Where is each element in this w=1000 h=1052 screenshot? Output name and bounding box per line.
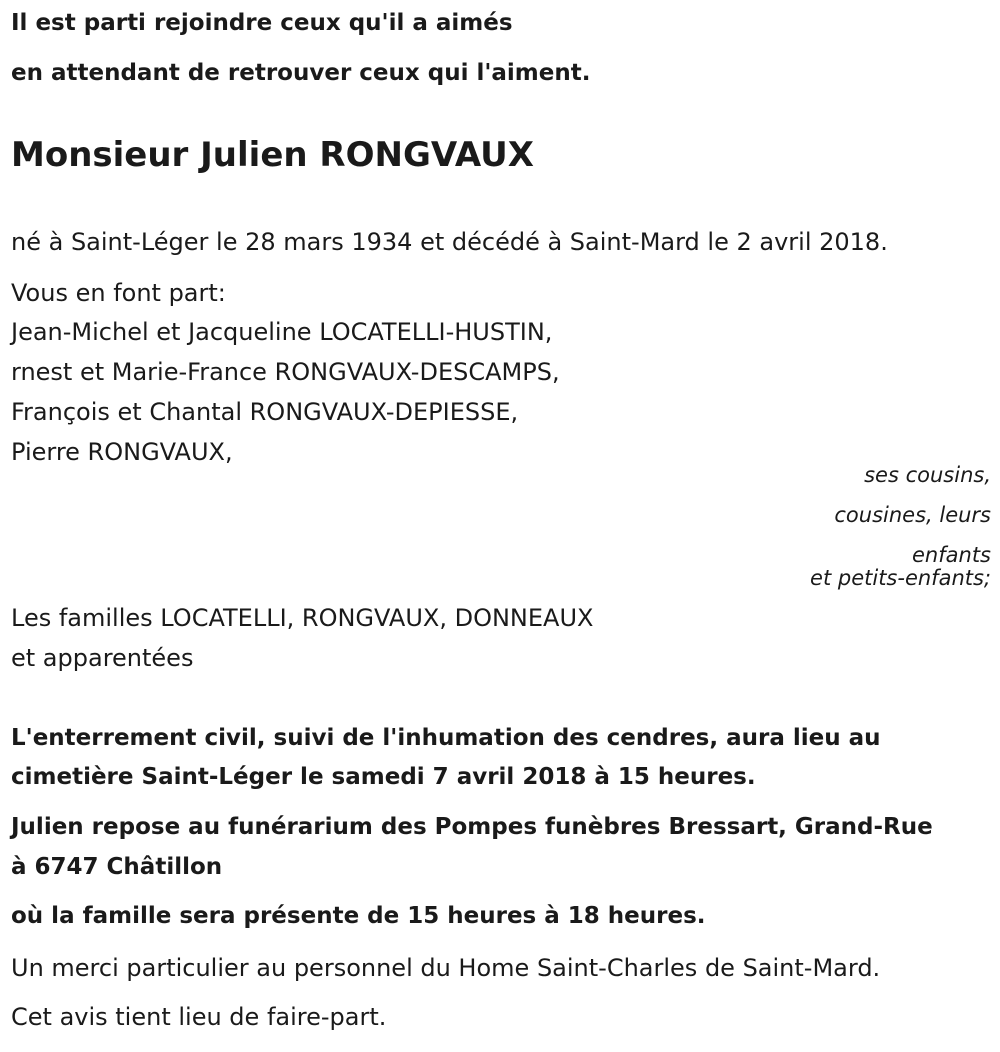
relation-line-2: cousines, leurs [834,503,991,527]
relation-line-1: ses cousins, [864,463,991,487]
deceased-name: Monsieur Julien RONGVAUX [11,135,534,175]
family-line-4: Pierre RONGVAUX, [11,438,233,466]
relation-line-4: et petits-enfants; [810,566,991,590]
families-line-2: et apparentées [11,644,194,672]
funeral-line-2: cimetière Saint-Léger le samedi 7 avril 2018 à 15 heures. [11,764,756,790]
epitaph-line-1: Il est parti rejoindre ceux qu'il a aimés [11,10,513,36]
funeral-line-1: L'enterrement civil, suivi de l'inhumation des cendres, aura lieu au [11,725,881,751]
announce-intro: Vous en font part: [11,279,226,307]
relation-line-3: enfants [912,543,991,567]
funeral-line-4: à 6747 Châtillon [11,854,223,880]
family-line-2: rnest et Marie-France RONGVAUX-DESCAMPS, [11,358,560,386]
families-line-1: Les familles LOCATELLI, RONGVAUX, DONNEAUX [11,604,594,632]
funeral-line-3: Julien repose au funérarium des Pompes funèbres Bressart, Grand-Rue [11,814,933,840]
family-line-1: Jean-Michel et Jacqueline LOCATELLI-HUSTIN, [11,318,553,346]
family-line-3: François et Chantal RONGVAUX-DEPIESSE, [11,398,519,426]
epitaph-line-2: en attendant de retrouver ceux qui l'aiment. [11,60,591,86]
birth-death-text: né à Saint-Léger le 28 mars 1934 et décédé à Saint-Mard le 2 avril 2018. [11,228,888,256]
funeral-line-5: où la famille sera présente de 15 heures à 18 heures. [11,903,706,929]
thanks-text: Un merci particulier au personnel du Home Saint-Charles de Saint-Mard. [11,954,881,982]
closing-text: Cet avis tient lieu de faire-part. [11,1003,387,1031]
